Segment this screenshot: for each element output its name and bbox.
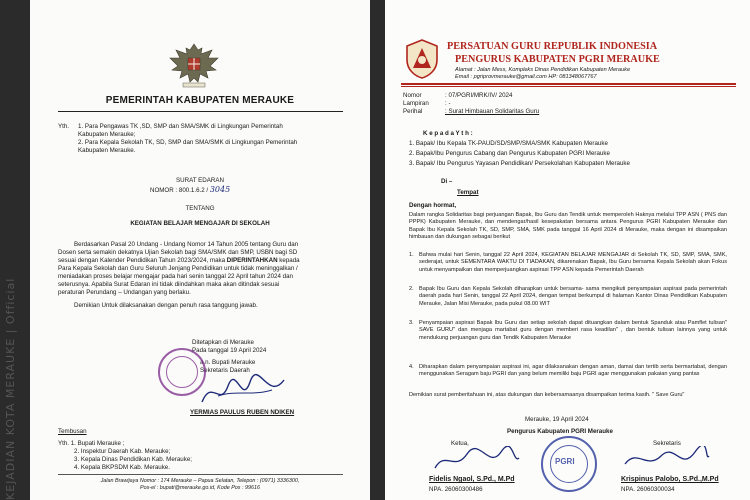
body-line: seterusnya. Apabila Surat Edaran ini tidak diindahkan maka akan ditindak sesuai [58,281,280,288]
di-label: Di – [441,178,453,185]
footer-address: Jalan Brawijaya Nomor : 174 Merauke – Papua Selatan, Telepon : (0971) 3336300, [100,478,300,484]
recipients-label: Yth. [58,123,70,130]
tempat-label: Tempat [457,189,479,196]
org-address: Alamat : Jalan Mess, Kompleks Dinas Pendidikan Kabupaten Merauke [455,67,631,73]
body-line-mixed [58,257,300,265]
org-email: Email : pgriprovmerauke@gmail.com HP: 081348067767 [455,74,597,80]
addressee-item: 3. Bapak/ Ibu Pengurus Yayasan Pendidikan/ Persekolahan Kabupaten Merauke [409,160,630,167]
meta-value: : Surat Himbauan Solidaritas Guru [445,108,540,115]
body-text: sesuai dengan Kalender Pendidikan Tahun 2023/2024, maka [58,257,227,264]
secretary-role: Sekretaris [653,440,681,447]
point-number: 1. [409,252,414,258]
cc-item: 2. Inspektur Daerah Kab. Merauke; [74,448,171,455]
org-name: PERSATUAN GURU REPUBLIK INDONESIA [447,41,658,52]
footer-contact: Pos-el : bupati@merauke.go.id, Kode Pos : 99616 [140,485,260,491]
body-line: Berdasarkan Pasal 20 Undang - Undang Nomor 14 Tahun 2005 tentang Guru dan [74,241,299,248]
org-branch: PENGURUS KABUPATEN PGRI MERAUKE [455,54,660,65]
chair-npa: NPA. 26060300486 [429,486,483,493]
recipient-line: Kabupaten Merauke; [78,131,136,138]
meta-key: Lampiran [403,100,429,107]
closing-line: Demikian Untuk dilaksanakan dengan penuh rasa tanggung jawab. [74,302,258,309]
meta-key: Perihal [403,108,423,115]
place-date: Merauke, 19 April 2024 [525,416,589,423]
secretary-name: Krispinus Palobo, S.Pd.,M.Pd [621,476,719,483]
signatory-name: YERMIAS PAULUS RUBEN NDIKEN [190,409,295,416]
sign-date: Pada tanggal 19 April 2024 [192,347,267,354]
point-number: 4. [409,364,414,370]
cc-item: 3. Kepala Dinas Pendidikan Kab. Merauke; [74,456,192,463]
point-item: Bapak Ibu Guru dan Kepala Sekolah diharapkan untuk bersama- sama mengikuti penyampaian aspirasi pada pemerintah daerah pada hari Senin, tanggal 22 April 2024, dengan tempat berkumpul di halaman Kantor Dinas Pendidikan Kabupaten Merauke, Jalan Misi Merauke, pada pukul 08.00 WIT [419,286,727,307]
tentang-label: TENTANG [185,205,215,212]
footer-rule [58,474,343,475]
point-number: 3. [409,320,414,326]
watermark-text: KEJADIAN KOTA MERAUKE | Official [4,277,17,500]
addressee-item: 1. Bapak/ Ibu Kepala TK-PAUD/SD/SMP/SMA/SMK Kabupaten Merauke [409,140,608,147]
point-item: Bahwa mulai hari Senin, tanggal 22 April 2024, KEGIATAN BELAJAR MENGAJAR di Sekolah TK, SD, SMP, SMA, SMK, sederajat, untuk SEMENTARA WAKTU DI TIADAKAN, dikarenakan Bapak, Ibu Guru bersama Kepala Sekolah akan Fokus untuk menyampaikan dan memperjuangkan aspirasi TPP ASN kepada Pemerintah Daerah [419,252,727,273]
recipient-line: 1. Para Pengawas TK ,SD, SMP dan SMA/SMK di Lingkungan Pemerintah [78,123,283,130]
pgri-logo-icon [403,38,441,80]
meta-key: Nomor [403,92,422,99]
document-number [150,185,230,195]
body-line: Dosen serta semakin dekatnya Ujian Sekolah bagi SMA/SMK dan SMP, USBN bagi SD [58,249,298,256]
body-line: Para Kepala Sekolah dan Guru Seluruh Jenjang Pendidikan untuk tidak meninggalkan / [58,265,298,272]
kop-rule [401,83,736,85]
meta-value: : - [445,100,451,107]
secretary-signature-icon [621,446,711,474]
pgri-letter-page [385,0,750,500]
cc-item: 4. Kepala BKPSDM Kab. Merauke. [74,464,170,471]
subject-title: KEGIATAN BELAJAR MENGAJAR DI SEKOLAH [130,220,270,227]
cc-item: Yth. 1. Bupati Merauke ; [58,440,125,447]
body-text: kepada [277,257,300,264]
sign-on-behalf: a.n. Bupati Merauke [200,359,256,366]
recipient-line: Kabupaten Merauke. [78,147,136,154]
point-item: Penyampaian aspirasi Bapak Ibu Guru dan setiap sekolah dapat dituangkan dalam bentuk Spanduk atau Pamflet tulisan" SAVE GURU" dan menjaga martabat guru dengan memberi rasa keadilan" , dan bentuk tulisan lainnya yang untuk mendukung perjuangan guru dan Tendik Kabupaten Merauke [419,320,727,341]
document-type: SURAT EDARAN [176,177,224,184]
salutation: Dengan hormat, [409,202,457,209]
chair-name: Fidelis Ngaol, S.Pd., M.Pd [429,476,515,483]
secretary-npa: NPA. 26060300034 [621,486,675,493]
closing-paragraph: Demikian surat pemberitahuan ini, atas dukungan dan kebersamaanya disampaikan terima kasih. " Save Guru" [409,392,685,398]
signature-icon [198,372,288,412]
sign-place: Ditetapkan di Merauke [192,339,254,346]
sign-role: Sekretaris Daerah [200,367,250,374]
addressee-item: 2. Bapak/Ibu Pengurus Cabang dan Pengurus Kabupaten PGRI Merauke [409,150,610,157]
kop-rule-thin [401,86,736,87]
body-line: meniadakan proses belajar mengajar pada hari senin tanggal 22 April tahun 2024 dan [58,273,293,280]
intro-paragraph: Dalam rangka Solidaritas bagi perjuangan Bapak, Ibu Guru dan Tendik untuk memperoleh Haknya melalui TPP ASN ( PNS dan PPPK) Kabupaten Merauke, dan mendengar/hasil kesepakatan bersama antara Pengurus PGRI Kabupaten Merauke dan Bapak Ibu Kepala Sekolah TK, SD, SMP, SMA, SMK pada tanggal 16 April 2024 di Merauke, maka dengan ini disampaikan himbauan dan dukungan sebagai berikut [409,212,727,240]
header-rule [58,111,343,112]
cc-label: Tembusan [58,428,87,435]
recipient-line: 2. Para Kepala Sekolah TK, SD, SMP dan SMA/SMK di Lingkungan Pemerintah [78,139,298,146]
point-number: 2. [409,286,414,292]
point-item: Diharapkan dalam penyampaian aspirasi ini, agar dilaksanakan dengan aman, damai dan tertib serta bermartabat, dengan menggunakan Seragam baju PGRI dan yang belum memiliki baju PGRI agar menggunakan pakaian yang pantas [419,364,727,378]
document-number-printed: NOMOR : 800.1.6.2 / [150,187,210,194]
meta-value: : 07/PGRI/MRK/IV/ 2024 [445,92,513,99]
board-name: Pengurus Kabupaten PGRI Merauke [507,428,613,435]
garuda-emblem-icon [166,38,222,92]
body-bold-text: DIPERINTAHKAN [226,257,278,264]
surat-edaran-page [30,0,370,500]
chair-signature-icon [431,446,521,474]
government-header: PEMERINTAH KABUPATEN MERAUKE [105,95,295,106]
body-line: peraturan Perundang – Undangan yang berlaku. [58,289,191,296]
pgri-stamp: PGRI [541,436,597,492]
chair-role: Ketua, [451,440,469,447]
document-number-handwritten: 3045 [209,185,231,194]
addressee-label: K e p a d a Y t h : [423,130,473,137]
